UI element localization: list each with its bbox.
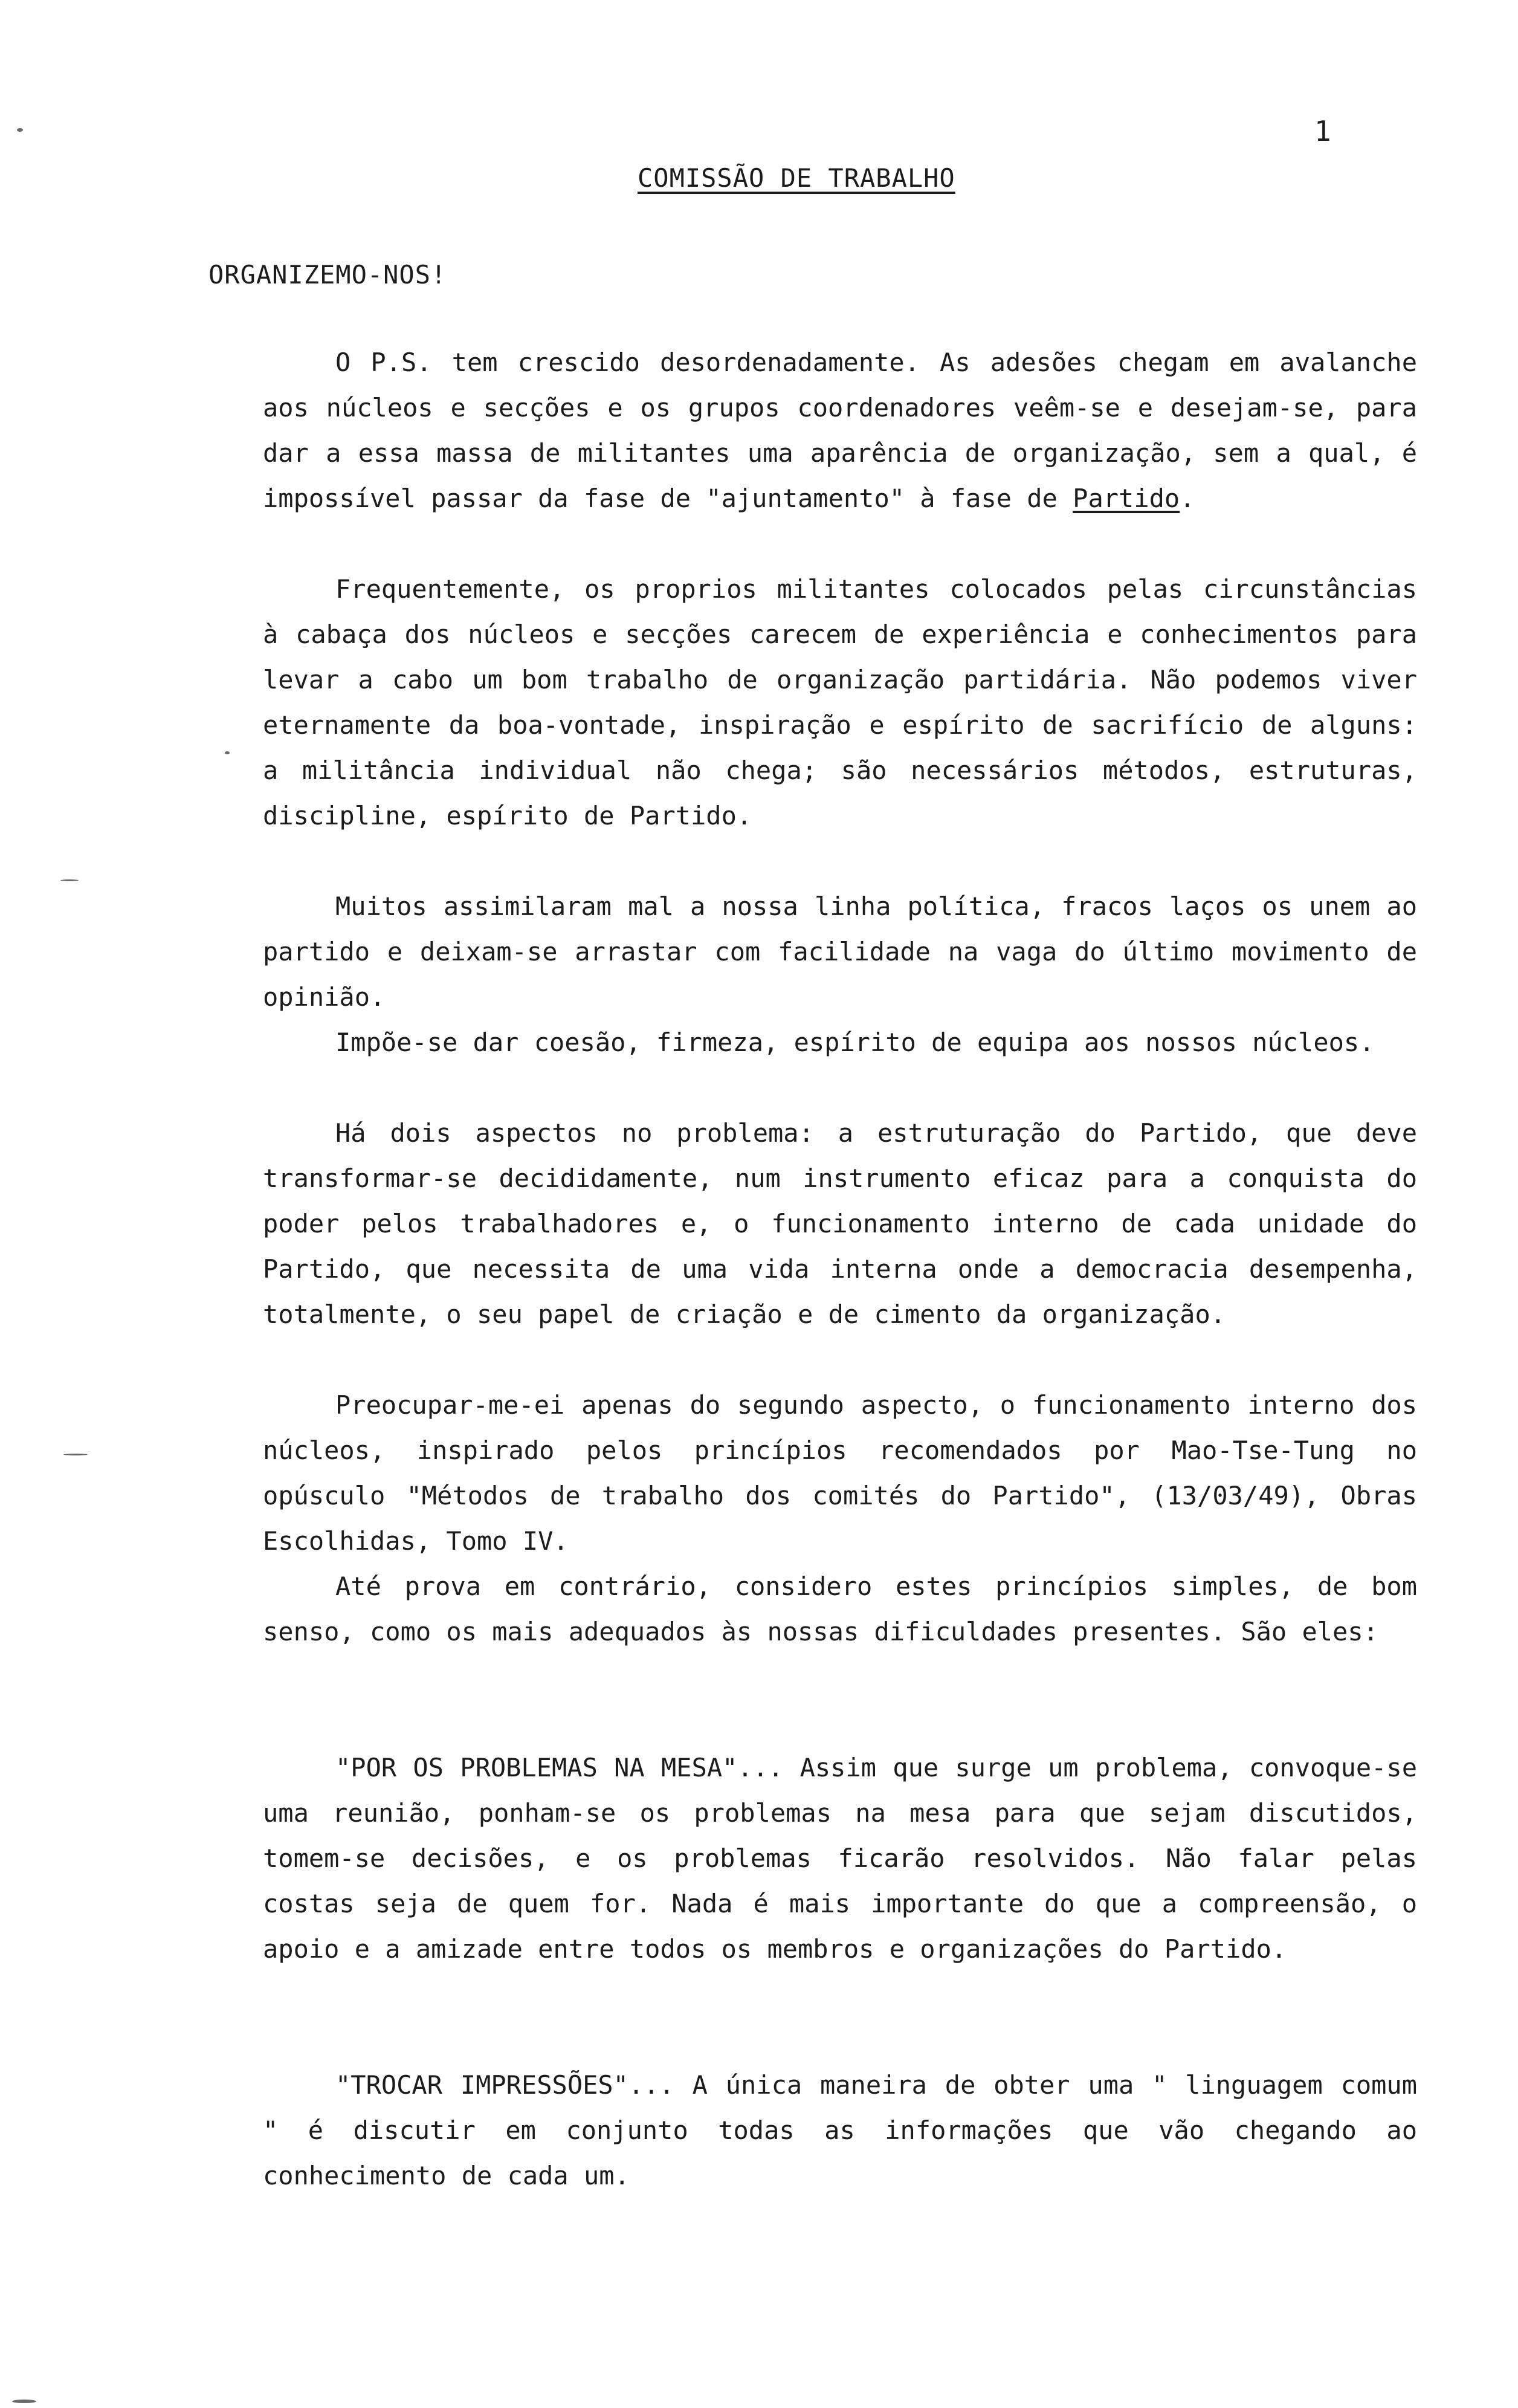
paragraph [263, 1110, 1417, 1337]
section-title: ORGANIZEMO-NOS! [208, 260, 447, 290]
paragraph-text: Muitos assimilaram mal a nossa linha política, fracos laços os unem ao partido e deixam-se arrastar com facilidade na vaga do último movimento de opinião. [263, 892, 1417, 1012]
paragraph-text: Frequentemente, os proprios militantes colocados pelas circunstâncias à cabaça dos núcleos e secções carecem de experiência e conhecimentos para levar a cabo um bom trabalho de organização partidária. Não podemos viver eternamente da boa-vontade, inspiração e espírito de sacrifício de alguns: a militância individual não chega; são necessários métodos, estruturas, discipline, espírito de Partido. [263, 574, 1417, 830]
paragraph-text: Impõe-se dar coesão, firmeza, espírito de equipa aos nossos núcleos. [335, 1028, 1375, 1057]
paragraph [263, 884, 1417, 1020]
paragraph [263, 340, 1417, 521]
paragraph-text: Até prova em contrário, considero estes princípios simples, de bom senso, como os mais adequados às nossas dificuldades presentes. São eles: [263, 1571, 1417, 1646]
scan-speck [63, 1454, 88, 1455]
scan-speck [225, 751, 230, 754]
paragraph-text: "POR OS PROBLEMAS NA MESA"... Assim que surge um problema, convoque-se uma reunião, ponham-se os problemas na mesa para que sejam discutidos, tomem-se decisões, e os problemas ficarão resolvidos. Não falar pelas costas seja de quem for. Nada é mais importante do que a compreensão, o apoio e a amizade entre todos os membros e organizações do Partido. [263, 1753, 1417, 1964]
document-title: COMISSÃO DE TRABALHO [638, 163, 955, 193]
paragraph-text: O P.S. tem crescido desordenadamente. As adesões chegam em avalanche aos núcleos e secções e os grupos coordenadores veêm-se e desejam-se, para dar a essa massa de militantes uma aparência de organização, sem a qual, é impossível passar da fase de "ajuntamento" à fase de [263, 348, 1417, 513]
paragraph-text: Há dois aspectos no problema: a estruturação do Partido, que deve transformar-se decididamente, num instrumento eficaz para a conquista do poder pelos trabalhadores e, o funcionamento interno de cada unidade do Partido, que necessita de uma vida interna onde a democracia desempenha, totalmente, o seu papel de criação e de cimento da organização. [263, 1118, 1417, 1329]
page-number: 1 [1314, 115, 1331, 147]
paragraph-text-end: . [1180, 484, 1195, 513]
paragraph [263, 1564, 1417, 1654]
underlined-word: Partido [1073, 484, 1180, 513]
scan-speck [12, 2400, 36, 2403]
scan-speck [17, 128, 23, 132]
paragraph [263, 1382, 1417, 1564]
paragraph [263, 2062, 1417, 2198]
paragraph-text: Preocupar-me-ei apenas do segundo aspecto, o funcionamento interno dos núcleos, inspirado pelos princípios recomendados por Mao-Tse-Tung no opúsculo "Métodos de trabalho dos comités do Partido", (13/03/49), Obras Escolhidas, Tomo IV. [263, 1390, 1417, 1556]
paragraph [263, 1745, 1417, 1972]
paragraph-text: "TROCAR IMPRESSÕES"... A única maneira de obter uma " linguagem comum " é discutir em conjunto todas as informações que vão chegando ao conhecimento de cada um. [263, 2070, 1417, 2190]
paragraph [263, 566, 1417, 838]
scan-speck [60, 879, 79, 881]
paragraph [263, 1020, 1417, 1065]
